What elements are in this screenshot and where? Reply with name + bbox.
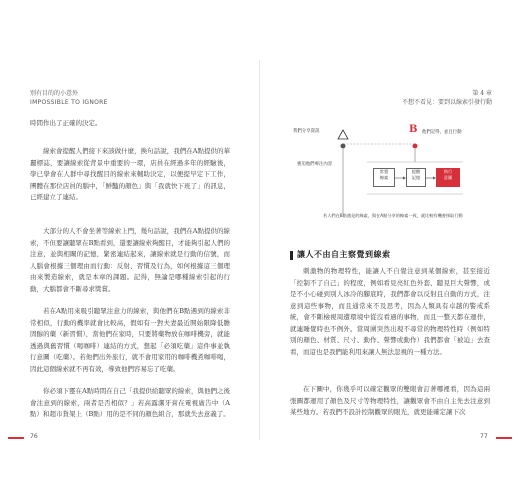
point-b-letter: B (409, 124, 418, 135)
paragraph: 線索會提醒人們接下來該做什麼，換句話說，我們在A點提供的華麗標誌，要讓線索從背景中重要的一環，店員在經過多年的經驗後，學已學會在人群中尋找醒目的線索來輔助決定，以便提早定下工作，團體在那位店員的腦中，「鮮豔的顏色」與「我就快下班了」的訊息，已經建立了連結。 (30, 147, 230, 201)
paragraph: 若在A點用來吸引聽眾注意力的線索，與他們在B點遇到的線索非常相似，行動的機率就會比較高，假如有一對夫妻最近開始限降低膽固醇的藥（新習慣），當他們在家時，只要將藥物放在咖啡機旁，就能透過與舊習慣（喝咖啡）連結的方式，想起「必須吃藥」這件事並執行意圖（吃藥）。若他們出外旅行，就不會用家用的咖啡機煮咖啡喝，因此這個線索就不再有效，導致他們容易忘了吃藥。 (30, 307, 230, 373)
left-caption: 強迫他們專注內容 (297, 162, 333, 167)
left-body (30, 118, 230, 130)
left-body (30, 226, 230, 295)
right-header-title: 不想不看見：要到以線索引發行動 (401, 99, 492, 106)
right-body (290, 266, 490, 358)
paragraph: 時間作出了正確的決定。 (30, 119, 102, 127)
left-header-subtitle: IMPOSSIBLE TO IGNORE (30, 99, 108, 106)
point-a-label: 我們分享資訊 (293, 129, 320, 134)
section-title: 讓人不由自主察覺到線索 (297, 249, 391, 259)
paragraph: 你必須下靈在A點時間在自己「我提供給聽眾的線索，與他們之後會注意到的線索，兩者是否相似？」若高露潔牙膏在電視廣告中（A點）和超市貨架上（B點）用的是不同的顏色組合，那就失去意義了。 (30, 387, 230, 418)
paragraph: 刺激物的物理特性，能讓人不自覺注意到某個線索，甚至接近「控制不了自己」的程度，例如看見亮紅色外套、聽見巨大聲響，或是不小心碰到別人冰冷的腳底時，我們都會以反射且自動的方式，注意到這些事物，而且通常來不及思考，因為人類具有卓越的警戒系統，會不斷檢視周遭環境中從沒看過的事物，而且一整天都在運作，就連睡覺時也不例外。當周圍突然出現不尋常的物理特性時（例如特別的顏色、材質、尺寸、動作、聲響或動作）我們都會「被迫」去查看，而這也是我們能利用來讓人無法忽視的一種方法。 (290, 267, 490, 356)
left-page-number: 76 (30, 433, 38, 440)
left-body (30, 306, 230, 375)
point-b-label: 他們記得，並且行動 (422, 130, 462, 135)
paragraph: 大部分的人不會坐著等線索上門，幾句話說，我們在A點提供的線索，不但要讓聽眾在B點看到，還要讓線索夠醒目，才能夠引起人們的注意，並與相關的記憶，緊密連結起來，讓線索就是行動的信號，而人腦會根據三個理由而行動：反射、習慣及行為，如何根據這三個理由來製造線索，就是本章的課題。記得，無論是哪種線索引起的行動，大腦都會不斷尋求獎賞。 (30, 227, 230, 293)
section-mark (290, 251, 293, 260)
right-page-number: 77 (480, 433, 488, 440)
right-body (290, 384, 490, 419)
cue-box: 常覺 線索 (373, 168, 395, 187)
location-pin-a (341, 144, 346, 149)
page-marker-bar (496, 437, 512, 439)
left-header-title: 別有目的的小意外 (30, 90, 79, 97)
section-heading (290, 249, 391, 260)
point-a-marker (338, 130, 348, 139)
right-header-chapter: 第 4 章 (472, 90, 492, 97)
page-marker-bar (8, 437, 24, 439)
cue-diagram (295, 122, 485, 240)
intent-box: 執行 意圖 (436, 168, 460, 187)
bottom-caption: 若人們在B點遇見的線索，與在A點分享的線索一致，就比較有機會採取行動 (323, 213, 463, 218)
left-body (30, 386, 230, 421)
paragraph: 在下圖中，你幾乎可以確定觀眾的雙眼會訂著哪裡看，因為這兩張圖都運用了顏色及尺寸等物理特性，讓觀眾會不由自主先去注意到某些地方。若我們不設計控制觀眾的眼光，就更能確定讓下次 (290, 385, 490, 416)
memory-box: 提醒 記憶 (406, 168, 426, 187)
left-body (30, 146, 230, 204)
location-pin-b (413, 144, 418, 149)
